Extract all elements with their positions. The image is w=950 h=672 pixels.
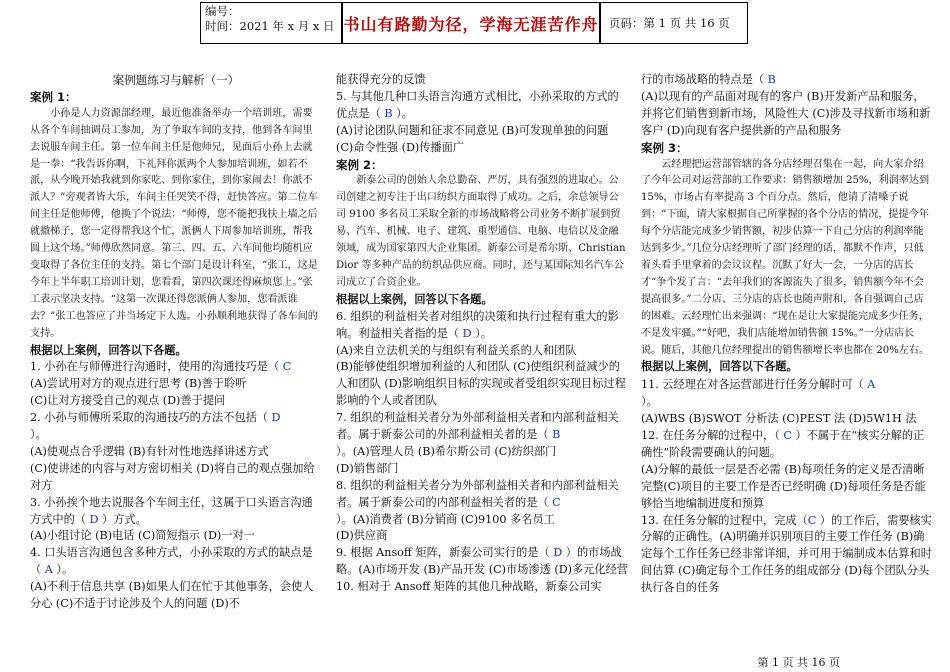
question-line xyxy=(336,123,628,157)
text-segment: (A)不利于信息共享 (B)如果人们在忙于其他事务，会使人分心 (C)不适于讨论涉及个人的问题 (D)不 xyxy=(30,580,314,611)
answer-letter: B xyxy=(552,428,561,442)
text-segment: 根据以上案例，回答以下各题。 xyxy=(336,292,493,306)
answer-letter: D xyxy=(553,546,563,560)
page-header xyxy=(0,0,950,52)
question-line xyxy=(641,72,933,89)
text-segment: 4. 口头语言沟通包含多种方式，小孙采取的方式的缺点是（ xyxy=(30,546,313,577)
text-segment: 行的市场战略的特点是（ xyxy=(641,73,768,86)
instruction-line xyxy=(336,292,628,309)
page-footer: 第 1 页 共 16 页 xyxy=(757,656,840,669)
answer-letter: C xyxy=(783,429,792,443)
text-segment: 云经理把运营部管辖的各分店经理召集在一起，向大家介绍了今年公司对运营部的工作要求：销售额增加 25%，利润率达到 15%，市场占有率提高 3 个百分点。然后，他请了清嗓子说到：“下面，请大家根据自己所掌握的各个分店的情况，提提今年每个分店能完成多少销售额，初步估算一下自己分店的利润率能达到多少。”几位分店经理听了部门经理的话，都默不作声，只低着头看手里拿着的会议议程。沉默了好大一会，一分店的店长才“争个发了言：“去年我们的客源流失了很多，销售额今年不会提高很多。”二分店、三分店的店长也随声附和，各自强调自己店的困难。云经理忙出来强调：“现在是让大家提能完成多少任务，不是发牢骚。”“好吧，我们店能增加销售额 15%。”一分店店长说。随后，其他几位经理提出的销售额增长率也都在 20%左右。 xyxy=(641,158,930,356)
text-segment: 2. 小孙与师傅所采取的沟通技巧的方法不包括（ xyxy=(30,411,272,425)
header-page-label: 页码：第 1 页 共 16 页 xyxy=(600,2,748,44)
answer-letter: C xyxy=(282,360,292,374)
text-segment: 小孙是人力资源部经理，最近他准备举办一个培训班，需要从各个车间抽调员工参加，为了争取车间的支持，他到各车间里去说服车间主任。第一位车间主任是他师兄，见面后小孙上去就是一拳：“我告诉你啊，下礼拜你派两个人参加培训班，如若不派，从今晚开始我就到你家吃、到你家住，到你家闹去！你派不派人？”旁观者皆大乐，车间主任哭笑不得，赶快答应。第二位车间主任是他师傅，他换了个说法：“师傅，您不能把我扶上墙之后就撤梯子，您一定得帮我这个忙，派俩人下周参加培训班，帮我圆上这个场。”师傅欣然同意。第三、四、五、六车间他均随机应变取得了各位主任的支持。第七个部门是设计科室，“张工，这是今年上半年职工培训计划，您看看，第四次课还得麻烦您上。”张工表示坚决支持。“这第一次课还得您派俩人参加，您看派谁去？”张工也答应了并当场定下人选。小孙顺利地获得了各车间的支持。 xyxy=(30,107,318,339)
header-meta-box xyxy=(200,2,342,44)
question-line xyxy=(30,359,322,376)
question-line xyxy=(641,89,933,140)
question-line xyxy=(30,495,322,529)
question-line xyxy=(30,579,322,613)
question-line xyxy=(336,89,628,123)
question-line xyxy=(30,461,322,495)
question-line xyxy=(336,343,628,360)
question-line xyxy=(336,478,628,512)
text-segment: (C)使讲述的内容与对方密切相关 (D)将自己的观点强加给对方 xyxy=(30,461,315,492)
case-body xyxy=(336,173,628,291)
text-segment: 8. 组织的利益相关者分为外部利益相关者和内部利益相关者。属于新泰公司的内部利益相关者的是（ xyxy=(336,478,619,509)
question-line xyxy=(641,411,933,428)
case-heading xyxy=(641,140,933,157)
question-line xyxy=(336,579,628,596)
question-line xyxy=(336,309,628,343)
question-line xyxy=(336,512,628,529)
text-segment: 6. 组织的利益相关者对组织的决策和执行过程有重大的影响。利益相关者指的是（ xyxy=(336,309,619,340)
text-segment: ）的工作后，需要核实分解的正确性。(A)明确并识别项目的主要工作任务 (B)确定每个工作任务已经非常详细，并可用于编制成本估算和时间估算 (C)确定每个工作任务的组成部分 (D)每个团队分头执行各自的任务 xyxy=(641,513,932,595)
question-line xyxy=(30,393,322,410)
text-segment: 案例 2： xyxy=(336,157,383,172)
answer-letter: D xyxy=(89,512,99,526)
text-segment: 能获得充分的反馈 xyxy=(336,73,426,86)
text-segment: (B)能够使组织增加利益的人和团队 (C)使组织利益减少的人和团队 (D)影响组织目标的实现或者受组织实现目标过程影响的个人或者团队 xyxy=(336,360,626,408)
case-heading xyxy=(30,89,322,106)
text-segment: 11. 云经理在对各运营部进行任务分解时可（ xyxy=(641,378,868,392)
text-segment: ）。 xyxy=(52,563,74,577)
text-segment: ）方式。 xyxy=(98,512,147,526)
text-segment: (A)尝试用对方的观点进行思考 (B)善于聆听 xyxy=(30,377,247,391)
question-line xyxy=(641,428,933,462)
text-segment: 案例 1： xyxy=(30,89,77,104)
question-line xyxy=(336,72,628,89)
answer-letter: B xyxy=(384,106,393,120)
text-segment: 13. 在任务分解的过程中，完成（ xyxy=(641,513,808,527)
answer-letter: A xyxy=(867,378,876,392)
instruction-line: 根据以上案例，回答以下各题。 xyxy=(641,360,798,374)
text-segment: 3. 小孙挨个地去说服各个车间主任，这属于口头语言沟通方式中的（ xyxy=(30,495,313,526)
answer-letter: D xyxy=(271,411,281,425)
question-line xyxy=(641,513,933,598)
text-segment: ）。 xyxy=(392,106,413,120)
text-segment: 12. 在任务分解的过程中，（ xyxy=(641,429,784,443)
case-heading xyxy=(336,157,628,174)
answer-letter: C xyxy=(807,513,817,527)
text-segment: (A)以现有的产品面对现有的客户 (B)开发新产品和服务，并将它们销售到新市场，风险性大 (C)涉及寻找新市场和新客户 (D)向现有客户提供新的产品和服务 xyxy=(641,89,931,137)
question-line xyxy=(336,359,628,410)
number-label: 编号： xyxy=(205,4,240,18)
column-left xyxy=(30,72,322,613)
header-motto: 书山有路勤为径，学海无涯苦作舟 xyxy=(342,2,600,44)
question-line xyxy=(30,545,322,579)
text-segment: (D)供应商 xyxy=(336,529,388,543)
question-line xyxy=(641,377,933,394)
doc-title xyxy=(30,72,322,89)
text-segment: 9. 根据 Ansoff 矩阵，新泰公司实行的是（ xyxy=(336,546,554,560)
answer-letter: B xyxy=(767,73,776,86)
text-segment: ）。(A)管理人员 (B)希尔斯公司 (C)纺织部门 xyxy=(336,444,557,458)
answer-letter: D xyxy=(462,326,472,340)
text-segment: 7. 组织的利益相关者分为外部利益相关者和内部利益相关者。属于新泰公司的外部利益相关者的是（ xyxy=(336,411,619,442)
text-segment: ）。 xyxy=(471,326,492,340)
question-line xyxy=(336,545,628,579)
case-body xyxy=(641,157,933,378)
question-line xyxy=(336,410,628,444)
text-segment: 10. 相对于 Ansoff 矩阵的其他几种战略，新泰公司实 xyxy=(336,580,602,594)
question-line xyxy=(30,410,322,427)
text-segment: (A)来自立法机关的与组织有利益关系的人和团队 xyxy=(336,343,577,357)
question-line xyxy=(336,461,628,478)
answer-letter: C xyxy=(552,495,561,509)
text-segment: ）。 xyxy=(30,428,47,442)
text-segment: 5. 与其他几种口头语言沟通方式相比，小孙采取的方式的优点是（ xyxy=(336,89,619,120)
time-label: 时间：2021 年 x 月 x 日 xyxy=(205,19,335,33)
answer-letter: A xyxy=(44,563,53,577)
text-segment: ）。 xyxy=(641,395,658,409)
text-segment: (D)销售部门 xyxy=(336,461,399,475)
text-segment: (A)小组讨论 (B)电话 (C)简短指示 (D)一对一 xyxy=(30,529,255,543)
question-line xyxy=(336,444,628,461)
text-segment: (A)WBS (B)SWOT 分析法 (C)PEST 法 (D)5W1H 法 xyxy=(641,412,917,426)
case-body xyxy=(30,106,322,343)
question-line xyxy=(30,427,322,444)
question-line xyxy=(30,444,322,461)
text-segment: 案例题练习与解析（一） xyxy=(112,73,240,87)
text-segment: (A)使观点合乎逻辑 (B)有针对性地选择讲述方式 xyxy=(30,444,269,458)
text-segment: (C)让对方接受自己的观点 (D)善于提问 xyxy=(30,394,226,408)
text-segment: (A)讨论团队问题和征求不同意见 (B)可发现单独的问题 (C)命令性强 (D)传播面广 xyxy=(336,123,609,154)
text-segment: 1. 小孙在与师傅进行沟通时，使用的沟通技巧是（ xyxy=(30,360,283,374)
question-line xyxy=(641,394,933,411)
text-segment: (A)分解的最低一层是否必需 (B)每项任务的定义是否清晰完整(C)项目的主要工作是否已经明确 (D)每项任务是否能够恰当地编制进度和预算 xyxy=(641,462,926,510)
instruction-line xyxy=(30,343,322,360)
column-middle xyxy=(336,72,628,596)
text-segment: ）。(A)消费者 (B)分销商 (C)9100 多名员工 xyxy=(336,512,555,526)
question-line xyxy=(336,528,628,545)
question-line xyxy=(30,376,322,393)
column-right xyxy=(641,72,933,597)
question-line xyxy=(30,528,322,545)
question-line xyxy=(641,462,933,513)
text-segment: ）的市场战略。(A)市场开发 (B)产品开发 (C)市场渗透 (D)多元化经营 xyxy=(336,546,628,577)
text-segment: 案例 3： xyxy=(641,140,688,155)
text-segment: 新泰公司的创始人余总勤奋、严厉，具有强烈的进取心。公司创建之初专注于出口纺织方面取得了成功。之后，余总领导公司 9100 多名员工采取全新的市场战略将公司业务不断扩展到贸易、汽车、机械、电子、建筑、重型通信、电脑、电信以及金融领域，成为国家第四大企业集团。新泰公司是希尔斯、Christian Dior 等多种产品的纺织品供应商。同时，还与某国际知名汽车公司成立了合资企业。 xyxy=(336,175,626,288)
text-segment: 根据以上案例，回答以下各题。 xyxy=(30,343,187,357)
text-segment: ）不属于在“核实分解的正确性”阶段需要确认的问题。 xyxy=(641,429,925,459)
